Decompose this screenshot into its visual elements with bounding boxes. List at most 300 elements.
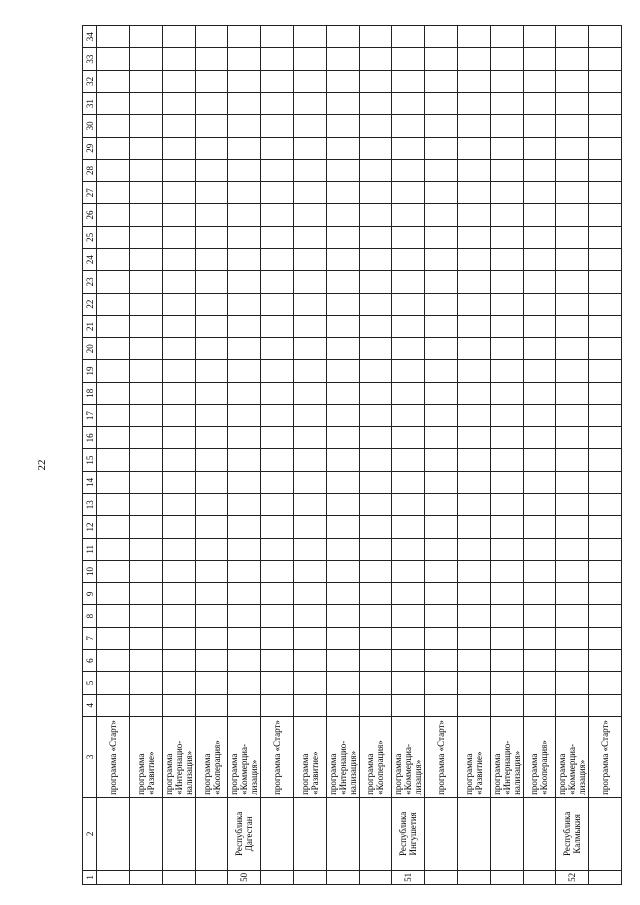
value-cell bbox=[294, 427, 327, 449]
value-cell bbox=[425, 48, 458, 70]
row-number-cell bbox=[97, 870, 130, 884]
value-cell bbox=[294, 360, 327, 382]
value-cell bbox=[326, 338, 359, 360]
value-cell bbox=[359, 48, 392, 70]
value-cell bbox=[97, 360, 130, 382]
value-cell bbox=[523, 516, 556, 538]
column-header: 22 bbox=[83, 293, 97, 315]
column-header: 5 bbox=[83, 672, 97, 694]
value-cell bbox=[589, 26, 622, 48]
value-cell bbox=[261, 271, 294, 293]
value-cell bbox=[523, 226, 556, 248]
value-cell bbox=[261, 583, 294, 605]
row-number-cell bbox=[326, 870, 359, 884]
program-cell: программа «Развитие» bbox=[457, 716, 490, 797]
value-cell bbox=[130, 650, 163, 672]
value-cell bbox=[130, 560, 163, 582]
column-header: 3 bbox=[83, 716, 97, 797]
value-cell bbox=[294, 93, 327, 115]
value-cell bbox=[392, 271, 425, 293]
value-cell bbox=[130, 315, 163, 337]
value-cell bbox=[294, 182, 327, 204]
value-cell bbox=[589, 449, 622, 471]
value-cell bbox=[589, 650, 622, 672]
value-cell bbox=[261, 137, 294, 159]
value-cell bbox=[556, 70, 589, 92]
value-cell bbox=[457, 471, 490, 493]
program-cell: программа «Кооперация» bbox=[523, 716, 556, 797]
value-cell bbox=[261, 404, 294, 426]
value-cell bbox=[228, 338, 261, 360]
value-cell bbox=[326, 516, 359, 538]
value-cell bbox=[523, 583, 556, 605]
value-cell bbox=[556, 382, 589, 404]
value-cell bbox=[523, 338, 556, 360]
value-cell bbox=[425, 516, 458, 538]
value-cell bbox=[457, 404, 490, 426]
value-cell bbox=[294, 248, 327, 270]
value-cell bbox=[228, 70, 261, 92]
region-cell bbox=[490, 797, 523, 870]
value-cell bbox=[425, 182, 458, 204]
value-cell bbox=[490, 360, 523, 382]
value-cell bbox=[162, 338, 195, 360]
value-cell bbox=[589, 48, 622, 70]
value-cell bbox=[359, 226, 392, 248]
value-cell bbox=[392, 137, 425, 159]
region-cell: Республика Калмыкия bbox=[556, 797, 589, 870]
value-cell bbox=[359, 471, 392, 493]
value-cell bbox=[228, 315, 261, 337]
value-cell bbox=[130, 226, 163, 248]
value-cell bbox=[425, 494, 458, 516]
value-cell bbox=[261, 182, 294, 204]
value-cell bbox=[425, 404, 458, 426]
table-row bbox=[261, 26, 294, 885]
value-cell bbox=[326, 427, 359, 449]
value-cell bbox=[162, 650, 195, 672]
value-cell bbox=[326, 226, 359, 248]
value-cell bbox=[294, 26, 327, 48]
value-cell bbox=[294, 70, 327, 92]
value-cell bbox=[589, 70, 622, 92]
value-cell bbox=[457, 226, 490, 248]
value-cell bbox=[556, 583, 589, 605]
value-cell bbox=[359, 449, 392, 471]
value-cell bbox=[97, 583, 130, 605]
value-cell bbox=[195, 315, 228, 337]
value-cell bbox=[490, 516, 523, 538]
value-cell bbox=[589, 93, 622, 115]
row-number-cell bbox=[294, 870, 327, 884]
value-cell bbox=[490, 226, 523, 248]
column-header: 10 bbox=[83, 560, 97, 582]
column-header: 8 bbox=[83, 605, 97, 627]
value-cell bbox=[326, 137, 359, 159]
value-cell bbox=[195, 560, 228, 582]
table-row bbox=[326, 26, 359, 885]
value-cell bbox=[589, 516, 622, 538]
value-cell bbox=[326, 360, 359, 382]
value-cell bbox=[392, 159, 425, 181]
value-cell bbox=[162, 471, 195, 493]
value-cell bbox=[326, 538, 359, 560]
value-cell bbox=[490, 605, 523, 627]
value-cell bbox=[490, 404, 523, 426]
value-cell bbox=[392, 471, 425, 493]
value-cell bbox=[294, 159, 327, 181]
value-cell bbox=[490, 248, 523, 270]
value-cell bbox=[162, 516, 195, 538]
column-header: 32 bbox=[83, 70, 97, 92]
value-cell bbox=[130, 360, 163, 382]
value-cell bbox=[97, 271, 130, 293]
value-cell bbox=[261, 694, 294, 716]
value-cell bbox=[359, 70, 392, 92]
value-cell bbox=[228, 605, 261, 627]
value-cell bbox=[97, 449, 130, 471]
value-cell bbox=[294, 694, 327, 716]
value-cell bbox=[359, 137, 392, 159]
value-cell bbox=[392, 694, 425, 716]
value-cell bbox=[425, 427, 458, 449]
column-header: 30 bbox=[83, 115, 97, 137]
column-header: 26 bbox=[83, 204, 97, 226]
value-cell bbox=[294, 293, 327, 315]
column-header: 6 bbox=[83, 650, 97, 672]
value-cell bbox=[359, 583, 392, 605]
value-cell bbox=[326, 48, 359, 70]
value-cell bbox=[457, 605, 490, 627]
value-cell bbox=[97, 560, 130, 582]
value-cell bbox=[457, 182, 490, 204]
value-cell bbox=[294, 650, 327, 672]
value-cell bbox=[457, 315, 490, 337]
value-cell bbox=[228, 226, 261, 248]
column-header: 2 bbox=[83, 797, 97, 870]
value-cell bbox=[97, 494, 130, 516]
value-cell bbox=[228, 694, 261, 716]
value-cell bbox=[457, 627, 490, 649]
value-cell bbox=[326, 672, 359, 694]
value-cell bbox=[195, 605, 228, 627]
value-cell bbox=[523, 694, 556, 716]
value-cell bbox=[523, 137, 556, 159]
value-cell bbox=[130, 605, 163, 627]
value-cell bbox=[523, 538, 556, 560]
row-number-cell bbox=[589, 870, 622, 884]
column-header: 23 bbox=[83, 271, 97, 293]
value-cell bbox=[97, 137, 130, 159]
value-cell bbox=[294, 271, 327, 293]
value-cell bbox=[392, 293, 425, 315]
value-cell bbox=[589, 226, 622, 248]
value-cell bbox=[261, 538, 294, 560]
program-cell: программа «Коммерциа-лизация» bbox=[228, 716, 261, 797]
value-cell bbox=[589, 605, 622, 627]
value-cell bbox=[261, 293, 294, 315]
value-cell bbox=[490, 48, 523, 70]
value-cell bbox=[162, 605, 195, 627]
value-cell bbox=[162, 204, 195, 226]
region-cell: Республика Дагестан bbox=[228, 797, 261, 870]
value-cell bbox=[162, 182, 195, 204]
value-cell bbox=[195, 382, 228, 404]
value-cell bbox=[359, 627, 392, 649]
value-cell bbox=[97, 26, 130, 48]
value-cell bbox=[326, 583, 359, 605]
value-cell bbox=[228, 48, 261, 70]
value-cell bbox=[425, 583, 458, 605]
column-header: 28 bbox=[83, 159, 97, 181]
value-cell bbox=[97, 93, 130, 115]
value-cell bbox=[130, 382, 163, 404]
value-cell bbox=[490, 204, 523, 226]
value-cell bbox=[97, 627, 130, 649]
value-cell bbox=[294, 516, 327, 538]
value-cell bbox=[556, 271, 589, 293]
value-cell bbox=[195, 137, 228, 159]
value-cell bbox=[97, 382, 130, 404]
value-cell bbox=[261, 248, 294, 270]
value-cell bbox=[425, 560, 458, 582]
value-cell bbox=[490, 338, 523, 360]
value-cell bbox=[490, 93, 523, 115]
value-cell bbox=[425, 70, 458, 92]
value-cell bbox=[228, 471, 261, 493]
value-cell bbox=[162, 293, 195, 315]
value-cell bbox=[523, 248, 556, 270]
value-cell bbox=[556, 650, 589, 672]
value-cell bbox=[556, 293, 589, 315]
value-cell bbox=[195, 650, 228, 672]
value-cell bbox=[326, 650, 359, 672]
value-cell bbox=[457, 204, 490, 226]
value-cell bbox=[130, 70, 163, 92]
value-cell bbox=[359, 360, 392, 382]
value-cell bbox=[490, 627, 523, 649]
row-number-cell bbox=[195, 870, 228, 884]
value-cell bbox=[294, 137, 327, 159]
value-cell bbox=[425, 694, 458, 716]
program-cell: программа «Интернацио-нализация» bbox=[490, 716, 523, 797]
value-cell bbox=[490, 427, 523, 449]
value-cell bbox=[589, 315, 622, 337]
value-cell bbox=[326, 605, 359, 627]
value-cell bbox=[359, 159, 392, 181]
value-cell bbox=[359, 538, 392, 560]
value-cell bbox=[162, 26, 195, 48]
value-cell bbox=[162, 360, 195, 382]
region-cell bbox=[261, 797, 294, 870]
value-cell bbox=[490, 182, 523, 204]
value-cell bbox=[359, 650, 392, 672]
value-cell bbox=[523, 449, 556, 471]
value-cell bbox=[589, 382, 622, 404]
program-cell: программа «Коммерциа-лизация» bbox=[556, 716, 589, 797]
value-cell bbox=[359, 694, 392, 716]
value-cell bbox=[261, 650, 294, 672]
value-cell bbox=[294, 672, 327, 694]
column-header: 9 bbox=[83, 583, 97, 605]
value-cell bbox=[326, 248, 359, 270]
value-cell bbox=[261, 560, 294, 582]
value-cell bbox=[228, 627, 261, 649]
value-cell bbox=[392, 382, 425, 404]
value-cell bbox=[130, 516, 163, 538]
value-cell bbox=[326, 93, 359, 115]
value-cell bbox=[556, 115, 589, 137]
value-cell bbox=[523, 560, 556, 582]
value-cell bbox=[97, 204, 130, 226]
value-cell bbox=[457, 338, 490, 360]
value-cell bbox=[457, 382, 490, 404]
region-cell bbox=[326, 797, 359, 870]
value-cell bbox=[261, 26, 294, 48]
value-cell bbox=[130, 404, 163, 426]
value-cell bbox=[228, 583, 261, 605]
value-cell bbox=[392, 672, 425, 694]
value-cell bbox=[261, 627, 294, 649]
header-row bbox=[83, 26, 97, 885]
value-cell bbox=[589, 404, 622, 426]
value-cell bbox=[589, 115, 622, 137]
value-cell bbox=[490, 672, 523, 694]
program-cell: программа «Старт» bbox=[425, 716, 458, 797]
value-cell bbox=[130, 694, 163, 716]
value-cell bbox=[425, 650, 458, 672]
value-cell bbox=[294, 605, 327, 627]
value-cell bbox=[130, 204, 163, 226]
value-cell bbox=[261, 471, 294, 493]
value-cell bbox=[326, 204, 359, 226]
value-cell bbox=[359, 93, 392, 115]
value-cell bbox=[556, 560, 589, 582]
value-cell bbox=[490, 26, 523, 48]
value-cell bbox=[589, 159, 622, 181]
column-header: 17 bbox=[83, 404, 97, 426]
column-header: 29 bbox=[83, 137, 97, 159]
value-cell bbox=[130, 427, 163, 449]
value-cell bbox=[359, 248, 392, 270]
column-header: 21 bbox=[83, 315, 97, 337]
value-cell bbox=[425, 137, 458, 159]
value-cell bbox=[523, 404, 556, 426]
value-cell bbox=[195, 516, 228, 538]
value-cell bbox=[130, 26, 163, 48]
value-cell bbox=[195, 293, 228, 315]
value-cell bbox=[556, 538, 589, 560]
value-cell bbox=[392, 248, 425, 270]
value-cell bbox=[523, 650, 556, 672]
value-cell bbox=[392, 605, 425, 627]
value-cell bbox=[261, 93, 294, 115]
value-cell bbox=[425, 271, 458, 293]
value-cell bbox=[523, 360, 556, 382]
value-cell bbox=[195, 449, 228, 471]
value-cell bbox=[589, 293, 622, 315]
value-cell bbox=[294, 48, 327, 70]
value-cell bbox=[556, 605, 589, 627]
value-cell bbox=[490, 315, 523, 337]
row-number-cell bbox=[359, 870, 392, 884]
value-cell bbox=[523, 159, 556, 181]
value-cell bbox=[97, 338, 130, 360]
value-cell bbox=[556, 204, 589, 226]
value-cell bbox=[326, 159, 359, 181]
value-cell bbox=[589, 627, 622, 649]
column-header: 14 bbox=[83, 471, 97, 493]
value-cell bbox=[457, 650, 490, 672]
value-cell bbox=[326, 315, 359, 337]
value-cell bbox=[589, 560, 622, 582]
value-cell bbox=[97, 694, 130, 716]
table-row bbox=[425, 26, 458, 885]
value-cell bbox=[523, 26, 556, 48]
row-number-cell bbox=[490, 870, 523, 884]
region-cell bbox=[97, 797, 130, 870]
program-cell: программа «Старт» bbox=[261, 716, 294, 797]
value-cell bbox=[556, 159, 589, 181]
value-cell bbox=[228, 271, 261, 293]
value-cell bbox=[326, 627, 359, 649]
value-cell bbox=[195, 338, 228, 360]
table-row bbox=[294, 26, 327, 885]
value-cell bbox=[556, 471, 589, 493]
value-cell bbox=[162, 382, 195, 404]
value-cell bbox=[392, 182, 425, 204]
value-cell bbox=[457, 538, 490, 560]
value-cell bbox=[589, 583, 622, 605]
table-row bbox=[392, 26, 425, 885]
value-cell bbox=[130, 471, 163, 493]
value-cell bbox=[425, 93, 458, 115]
value-cell bbox=[359, 404, 392, 426]
value-cell bbox=[556, 360, 589, 382]
value-cell bbox=[425, 471, 458, 493]
value-cell bbox=[523, 315, 556, 337]
value-cell bbox=[162, 538, 195, 560]
region-cell bbox=[195, 797, 228, 870]
value-cell bbox=[195, 182, 228, 204]
value-cell bbox=[326, 560, 359, 582]
column-header: 12 bbox=[83, 516, 97, 538]
value-cell bbox=[326, 115, 359, 137]
column-header: 13 bbox=[83, 494, 97, 516]
value-cell bbox=[97, 315, 130, 337]
value-cell bbox=[523, 293, 556, 315]
value-cell bbox=[195, 360, 228, 382]
value-cell bbox=[589, 672, 622, 694]
value-cell bbox=[195, 627, 228, 649]
value-cell bbox=[556, 248, 589, 270]
table-row bbox=[97, 26, 130, 885]
value-cell bbox=[359, 204, 392, 226]
value-cell bbox=[294, 538, 327, 560]
value-cell bbox=[97, 404, 130, 426]
value-cell bbox=[97, 48, 130, 70]
value-cell bbox=[425, 204, 458, 226]
row-number-cell bbox=[523, 870, 556, 884]
value-cell bbox=[556, 427, 589, 449]
value-cell bbox=[556, 182, 589, 204]
value-cell bbox=[457, 93, 490, 115]
value-cell bbox=[523, 182, 556, 204]
value-cell bbox=[523, 382, 556, 404]
value-cell bbox=[97, 70, 130, 92]
value-cell bbox=[359, 560, 392, 582]
value-cell bbox=[392, 583, 425, 605]
